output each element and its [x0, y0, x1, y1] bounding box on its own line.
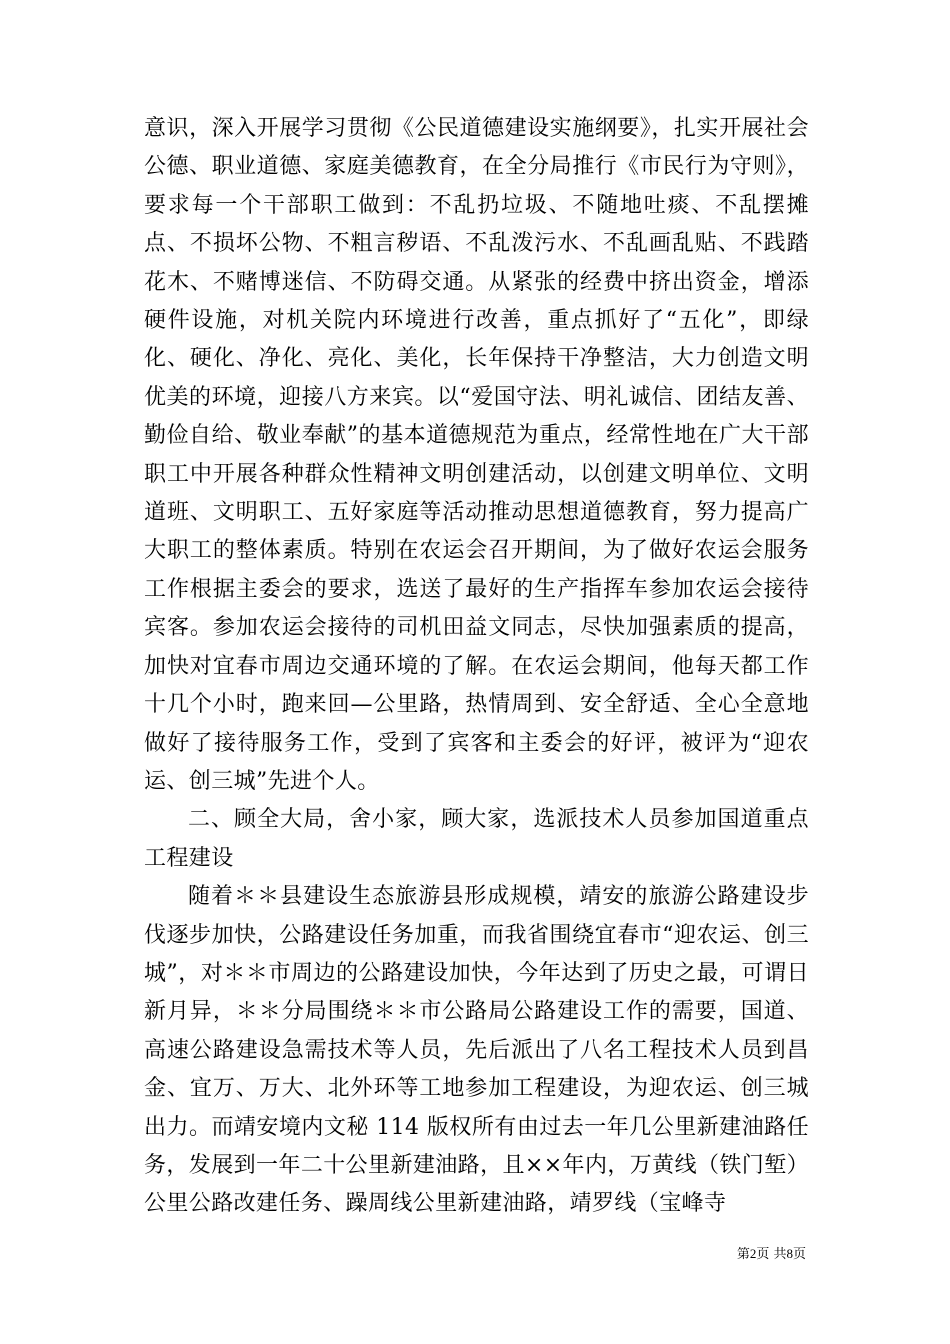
paragraph-3: 随着＊＊县建设生态旅游县形成规模，靖安的旅游公路建设步伐逐步加快，公路建设任务加重，而我省围绕宜春市“迎农运、创三城”，对＊＊市周边的公路建设加快，今年达到了历史之最，可谓日新月异，＊＊分局围绕＊＊市公路局公路建设工作的需要，国道、高速公路建设急需技术等人员，先后派出了八名工程技术人员到昌金、宜万、万大、北外环等工地参加工程建设，为迎农运、创三城出力。而靖安境内文秘 114 版权所有由过去一年几公里新建油路任务，发展到一年二十公里新建油路，且××年内，万黄线（铁门堑）公里公路改建任务、躁周线公里新建油路，靖罗线（宝峰寺: [144, 884, 809, 1217]
document-body: [144, 110, 809, 1224]
footer-suffix: 页: [792, 1247, 806, 1262]
paragraph-1: 意识，深入开展学习贯彻《公民道德建设实施纲要》，扎实开展社会公德、职业道德、家庭美德教育，在全分局推行《市民行为守则》，要求每一个干部职工做到：不乱扔垃圾、不随地吐痰、不乱摆摊点、不损坏公物、不粗言秽语、不乱泼污水、不乱画乱贴、不践踏花木、不赌博迷信、不防碍交通。从紧张的经费中挤出资金，增添硬件设施，对机关院内环境进行改善，重点抓好了“五化”，即绿化、硬化、净化、亮化、美化，长年保持干净整洁，大力创造文明优美的环境，迎接八方来宾。以“爱国守法、明礼诚信、团结友善、勤俭自给、敬业奉献”的基本道德规范为重点，经常性地在广大干部职工中开展各种群众性精神文明创建活动，以创建文明单位、文明道班、文明职工、五好家庭等活动推动思想道德教育，努力提高广大职工的整体素质。特别在农运会召开期间，为了做好农运会服务工作根据主委会的要求，选送了最好的生产指挥车参加农运会接待宾客。参加农运会接待的司机田益文同志，尽快加强素质的提高，加快对宜春市周边交通环境的了解。在农运会期间，他每天都工作十几个小时，跑来回—公里路，热情周到、安全舒适、全心全意地做好了接待服务工作，受到了宾客和主委会的好评，被评为“迎农运、创三城”先进个人。: [144, 116, 809, 794]
total-pages-number: 8: [786, 1246, 793, 1261]
footer-middle: 页 共: [756, 1247, 787, 1262]
paragraph-2-section-heading: 二、顾全大局，舍小家，顾大家，选派技术人员参加国道重点工程建设: [144, 807, 809, 871]
page-footer: [737, 1246, 806, 1263]
footer-prefix: 第: [736, 1247, 750, 1262]
current-page-number: 2: [749, 1246, 757, 1261]
